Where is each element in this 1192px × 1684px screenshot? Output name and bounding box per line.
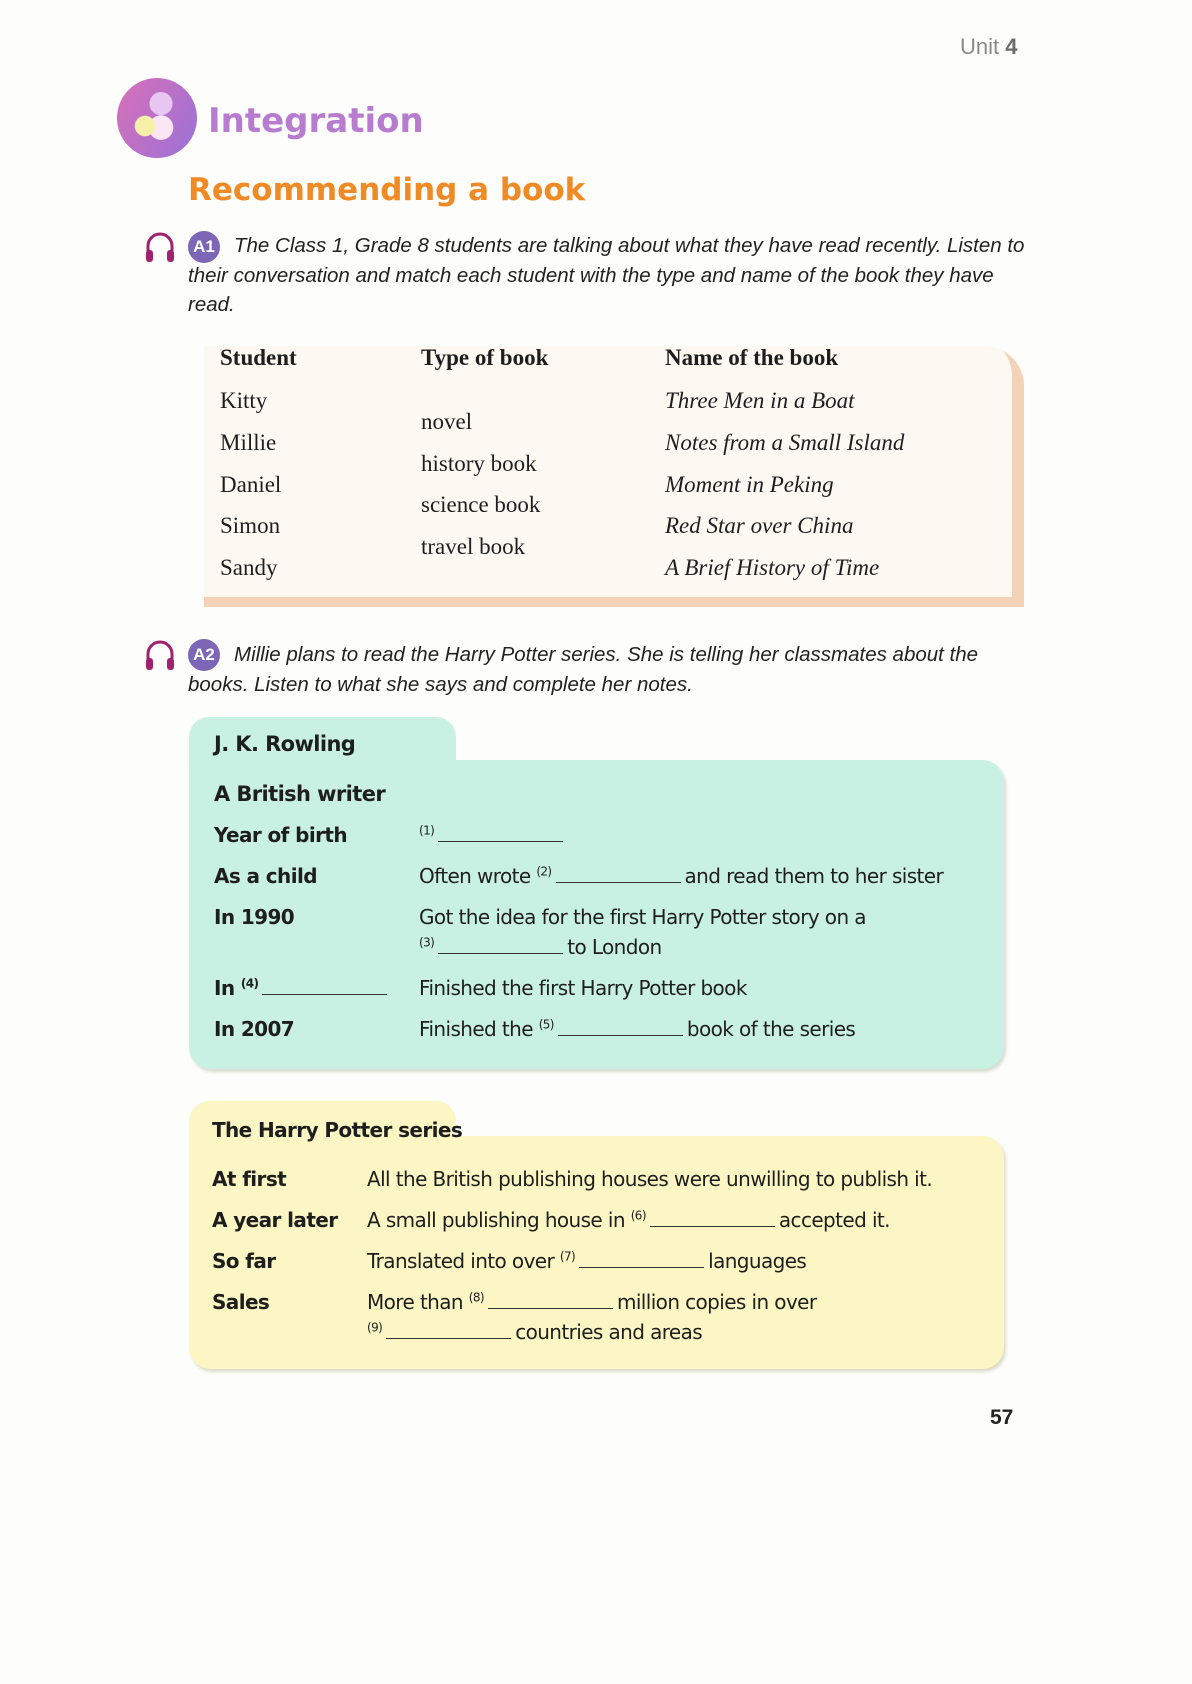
text: More than — [367, 1290, 463, 1314]
book-item: Notes from a Small Island — [665, 430, 905, 455]
text: million copies in over — [616, 1290, 817, 1314]
type-item: travel book — [421, 534, 526, 559]
headphones-icon[interactable] — [143, 230, 177, 264]
row-content: All the British publishing houses were unwilling to publish it. — [367, 1167, 933, 1191]
row-label — [214, 976, 391, 1000]
row-label: Sales — [212, 1290, 270, 1314]
integration-logo-icon — [117, 78, 197, 158]
blank-number: (5) — [538, 1017, 554, 1032]
text: languages — [708, 1249, 807, 1273]
row-label: In 2007 — [214, 1017, 295, 1041]
book-item: Red Star over China — [665, 513, 854, 538]
text: book of the series — [686, 1017, 856, 1041]
matching-table — [204, 346, 1024, 607]
text: to London — [567, 935, 662, 959]
row-content — [367, 1320, 702, 1344]
unit-label — [960, 34, 1018, 60]
blank-number: (3) — [419, 935, 435, 950]
a1-badge: A1 — [188, 231, 220, 263]
student-item: Sandy — [220, 555, 278, 580]
answer-blank-6[interactable] — [650, 1208, 775, 1227]
row-content — [419, 1017, 855, 1041]
row-content — [419, 864, 943, 888]
student-item: Daniel — [220, 472, 282, 497]
row-label: At first — [212, 1167, 287, 1191]
student-item: Kitty — [220, 388, 268, 413]
blank-number: (7) — [559, 1249, 576, 1264]
text: countries and areas — [515, 1320, 703, 1344]
series-tab-title: The Harry Potter series — [212, 1118, 463, 1142]
headphones-icon[interactable] — [143, 638, 177, 672]
answer-blank-3[interactable] — [438, 935, 563, 954]
student-item: Millie — [220, 430, 277, 455]
rowling-tab-title: J. K. Rowling — [214, 732, 356, 756]
answer-blank-1[interactable] — [438, 823, 563, 842]
a2-instruction: Millie plans to read the Harry Potter series. She is telling her classmates about the books. Listen to what she says and complete her notes. — [188, 643, 979, 696]
page-number: 57 — [990, 1406, 1014, 1429]
row-content — [367, 1208, 890, 1232]
row-content: Finished the first Harry Potter book — [419, 976, 747, 1000]
answer-blank-8[interactable] — [488, 1290, 613, 1309]
book-item: Moment in Peking — [665, 472, 834, 497]
row-content — [367, 1249, 806, 1273]
text: Finished the — [419, 1017, 533, 1041]
text: Often wrote — [419, 864, 531, 888]
unit-number: 4 — [1005, 34, 1018, 59]
type-item: science book — [421, 492, 541, 517]
blank-number: (8) — [468, 1290, 484, 1305]
blank-number: (1) — [419, 823, 435, 838]
a1-instruction: The Class 1, Grade 8 students are talking about what they have read recently. Listen to their conversation and match each student with the type and name of the book they have read. — [188, 234, 1025, 316]
type-item: novel — [421, 409, 473, 434]
book-item: Three Men in a Boat — [665, 388, 855, 413]
text: Translated into over — [367, 1249, 555, 1273]
text: In — [214, 976, 235, 1000]
text: accepted it. — [778, 1208, 890, 1232]
type-item: history book — [421, 451, 537, 476]
student-item: Simon — [220, 513, 281, 538]
header-name: Name of the book — [665, 345, 839, 370]
answer-blank-2[interactable] — [556, 864, 681, 883]
row-label: As a child — [214, 864, 317, 888]
row-label: Year of birth — [214, 823, 347, 847]
row-content — [419, 823, 567, 847]
text: and read them to her sister — [684, 864, 944, 888]
row-label: In 1990 — [214, 905, 295, 929]
blank-number: (6) — [630, 1208, 646, 1223]
blank-number: (4) — [240, 976, 259, 991]
book-item: A Brief History of Time — [665, 555, 880, 580]
answer-blank-5[interactable] — [558, 1017, 683, 1036]
blank-number: (9) — [367, 1320, 383, 1335]
answer-blank-4[interactable] — [262, 976, 387, 995]
header-type: Type of book — [421, 345, 549, 370]
rowling-subtitle: A British writer — [214, 782, 386, 806]
text: A small publishing house in — [367, 1208, 625, 1232]
a2-badge: A2 — [188, 639, 220, 671]
unit-text: Unit — [960, 34, 1000, 59]
row-label: A year later — [212, 1208, 338, 1232]
row-label: So far — [212, 1249, 276, 1273]
page-title: Recommending a book — [188, 172, 586, 208]
row-content: Got the idea for the first Harry Potter story on a — [419, 905, 866, 929]
answer-blank-9[interactable] — [386, 1320, 511, 1339]
row-content — [367, 1290, 817, 1314]
blank-number: (2) — [536, 864, 552, 879]
section-title: Integration — [208, 101, 424, 141]
answer-blank-7[interactable] — [579, 1249, 704, 1268]
header-student: Student — [220, 345, 297, 370]
row-content — [419, 935, 662, 959]
